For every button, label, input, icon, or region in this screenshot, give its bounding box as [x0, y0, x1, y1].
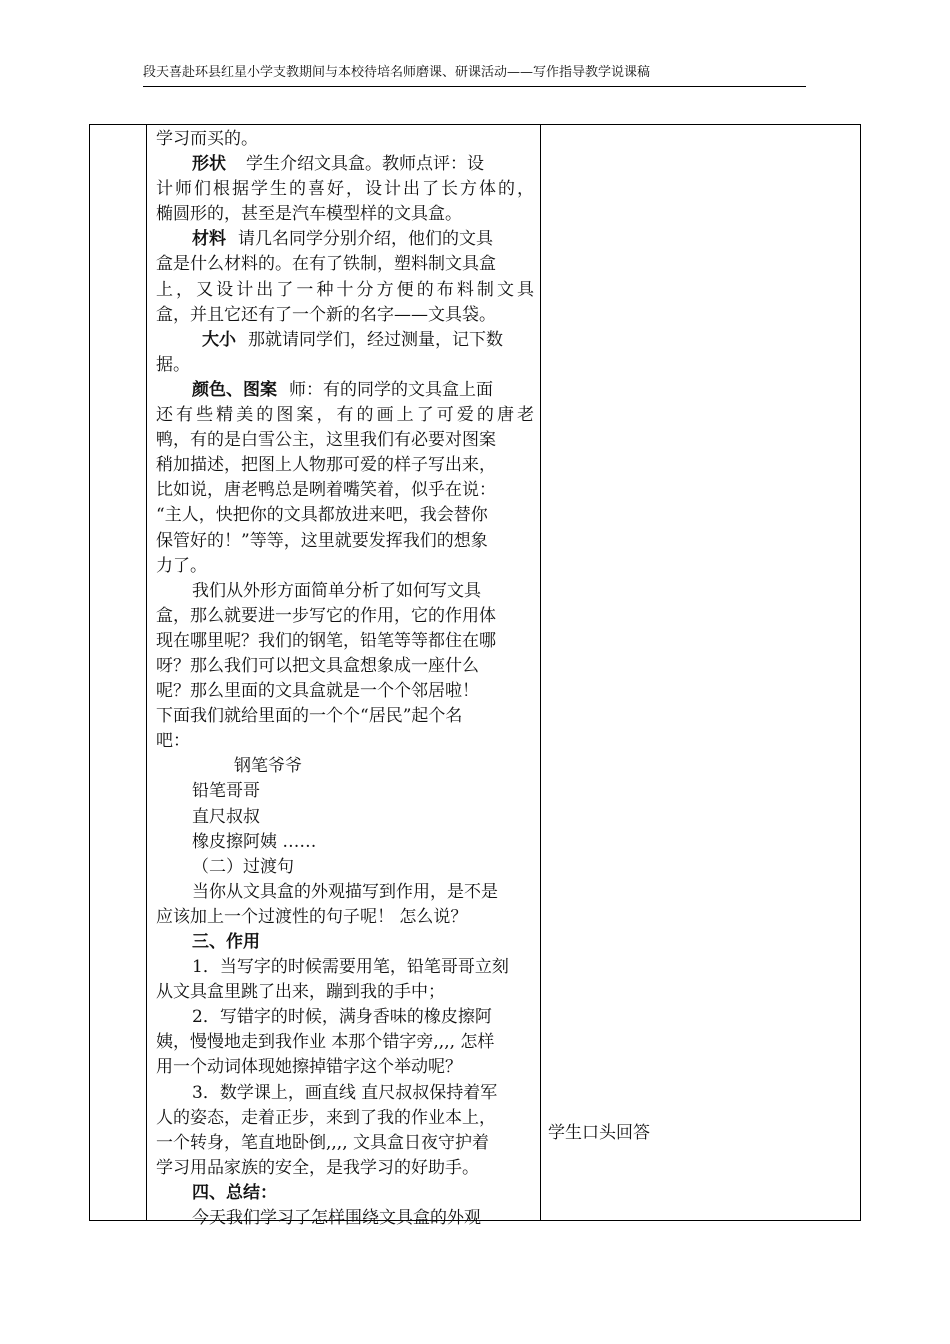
text-line: 一个转身，笔直地卧倒,,,, 文具盒日夜守护着: [156, 1132, 490, 1153]
text-line: 那就请同学们，经过测量，记下数: [248, 329, 503, 350]
page-header: 段天喜赴环县红星小学支教期间与本校待培名师磨课、研课活动——写作指导教学说课稿: [143, 64, 806, 87]
text-line: “主人，快把你的文具都放进来吧，我会替你: [156, 505, 488, 526]
list-item: 橡皮擦阿姨 ……: [192, 831, 317, 852]
text-line: 计师们根据学生的喜好，设计出了长方体的，: [156, 179, 534, 200]
text-line: 保管好的！”等等，这里就要发挥我们的想象: [156, 530, 488, 551]
text-line: 我们从外形方面简单分析了如何写文具: [192, 580, 481, 601]
text-line: 请几名同学分别介绍，他们的文具: [238, 229, 493, 250]
lesson-table: [89, 124, 861, 1229]
text-line: 稍加描述，把图上人物那可爱的样子写出来，: [156, 455, 496, 476]
section-color-pattern: [156, 378, 534, 403]
text-line: 当你从文具盒的外观描写到作用，是不是: [192, 881, 498, 902]
section-label: 颜色、图案: [192, 379, 277, 400]
column-divider-1: [146, 125, 147, 1220]
section-label: 材料: [192, 229, 226, 250]
student-activity-note: 学生口头回答: [548, 1123, 650, 1143]
list-item: 钢笔爷爷: [234, 756, 302, 777]
section-label: 大小: [202, 329, 236, 350]
list-item: 铅笔哥哥: [192, 781, 260, 802]
text-line: 学习而买的。: [156, 129, 258, 149]
text-line: 盒，并且它还有了一个新的名字——文具袋。: [156, 304, 496, 325]
text-line: 姨，慢慢地走到我作业 本那个错字旁,,,, 怎样: [156, 1032, 495, 1053]
text-line: 上，又设计出了一种十分方便的布料制文具: [156, 279, 534, 300]
section-heading: 四、总结：: [192, 1182, 277, 1203]
text-line: 3．数学课上，画直线 直尺叔叔保持着军: [192, 1082, 498, 1103]
section-size: [156, 328, 534, 353]
lesson-content: [156, 127, 534, 1231]
text-line: 人的姿态，走着正步，来到了我的作业本上，: [156, 1107, 496, 1128]
text-line: 椭圆形的，甚至是汽车模型样的文具盒。: [156, 204, 462, 225]
text-line: 师：有的同学的文具盒上面: [289, 379, 493, 400]
text-line: 盒，那么就要进一步写它的作用，它的作用体: [156, 605, 496, 626]
text-line: 现在哪里呢？我们的钢笔，铅笔等等都住在哪: [156, 630, 496, 651]
text-line: 鸭，有的是白雪公主，这里我们有必要对图案: [156, 430, 496, 451]
text-line: 盒是什么材料的。在有了铁制，塑料制文具盒: [156, 254, 496, 275]
section-shape: [156, 152, 534, 177]
text-line: 吧：: [156, 731, 190, 752]
text-line: 学生介绍文具盒。教师点评：设: [246, 154, 484, 175]
text-line: 2．写错字的时候，满身香味的橡皮擦阿: [192, 1007, 492, 1028]
text-line: 学习用品家族的安全，是我学习的好助手。: [156, 1157, 479, 1178]
text-line: 从文具盒里跳了出来，蹦到我的手中；: [156, 982, 445, 1003]
text-line: 据。: [156, 354, 190, 375]
text-line: 还有些精美的图案，有的画上了可爱的唐老: [156, 405, 534, 426]
text-line: 1．当写字的时候需要用笔，铅笔哥哥立刻: [192, 957, 509, 978]
text-line: 比如说，唐老鸭总是咧着嘴笑着，似乎在说：: [156, 480, 496, 501]
column-divider-2: [540, 125, 541, 1220]
text-line: 力了。: [156, 555, 207, 576]
text-line: 应该加上一个过渡性的句子呢！ 怎么说？: [156, 906, 468, 927]
list-item: 直尺叔叔: [192, 806, 260, 827]
text-line: 下面我们就给里面的一个个“居民”起个名: [156, 706, 463, 727]
section-material: [156, 227, 534, 252]
text-line: 呢？那么里面的文具盒就是一个个邻居啦！: [156, 681, 479, 702]
text-line: 呀？那么我们可以把文具盒想象成一座什么: [156, 655, 479, 676]
section-label: 形状: [192, 154, 226, 175]
text-line: 今天我们学习了怎样围绕文具盒的外观: [192, 1208, 481, 1229]
text-line: 用一个动词体现她擦掉错字这个举动呢？: [156, 1057, 462, 1078]
subheading: （二）过渡句: [192, 856, 294, 877]
section-heading: 三、作用: [192, 932, 260, 952]
